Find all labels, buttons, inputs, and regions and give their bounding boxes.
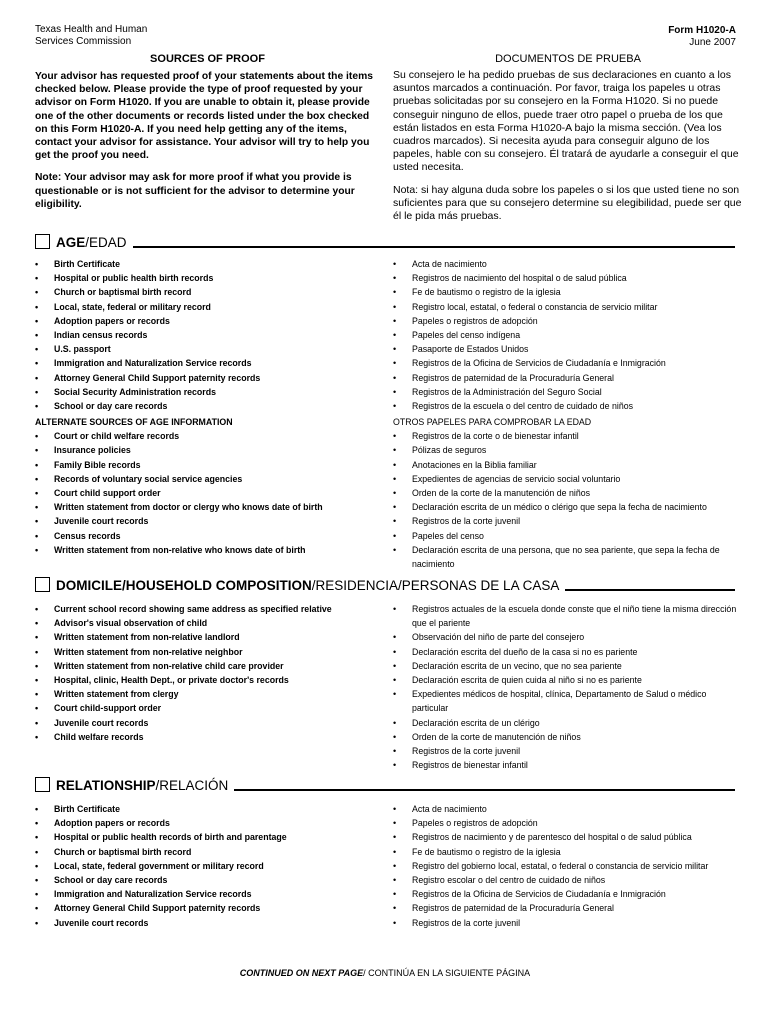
list-item: • School or day care records [35,399,380,413]
list-item: • Adoption papers or records [35,314,380,328]
list-item: • Declaración escrita del dueño de la casa si no es pariente [393,645,743,659]
list-item: • Orden de la corte de manutención de niños [393,730,743,744]
list-item: • Advisor's visual observation of child [35,616,380,630]
list-item: • Birth Certificate [35,257,380,271]
domicile-checkbox[interactable] [35,577,50,592]
list-item: • Pólizas de seguros [393,443,743,457]
relationship-checkbox[interactable] [35,777,50,792]
list-item: • Expedientes de agencias de servicio social voluntario [393,472,743,486]
list-item: • Registros de nacimiento del hospital o de salud pública [393,271,743,285]
list-item: • Current school record showing same address as specified relative [35,602,380,616]
list-item: • Hospital, clinic, Health Dept., or private doctor's records [35,673,380,687]
list-item: • Registros de nacimiento y de parentesco del hospital o de salud pública [393,830,743,844]
list-item: • Declaración escrita de quien cuida al niño si no es pariente [393,673,743,687]
section-divider [234,789,735,791]
section-relationship-title: RELATIONSHIP/RELACIÓN [56,778,229,793]
age-list-en [35,257,380,557]
list-item: • Registros de la Administración del Seguro Social [393,385,743,399]
list-item: • Written statement from non-relative child care provider [35,659,380,673]
list-item: • Child welfare records [35,730,380,744]
list-item: • Registros de paternidad de la Procuraduría General [393,901,743,915]
list-item: • Immigration and Naturalization Service records [35,356,380,370]
list-item: • U.S. passport [35,342,380,356]
footer-text-es: / CONTINÚA EN LA SIGUIENTE PÁGINA [363,968,531,978]
list-item: • Written statement from clergy [35,687,380,701]
list-item: • Expedientes médicos de hospital, clínica, Departamento de Salud o médico particular [393,687,743,715]
list-item: • Church or baptismal birth record [35,285,380,299]
list-item: • Records of voluntary social service agencies [35,472,380,486]
section-divider [565,589,735,591]
age-alt-title-en: ALTERNATE SOURCES OF AGE INFORMATION [35,417,233,428]
list-item: • Census records [35,529,380,543]
intro-paragraph-es: Su consejero le ha pedido pruebas de sus declaraciones en cuanto a los asuntos marcados a continuación. Por favor, traiga los papeles u otras pruebas solicitadas por su consejero en la Forma H1020. Si no puede conseguir ninguno de ellos, puede traer otro papel o prueba de los que están listados en esta Forma H1020-A bajo la misma sección. (Vea los cuadros marcados). Si necesita ayuda para conseguir alguno de los papeles, hable con su consejero. Él tratará de ayudarle a conseguir el que usted necesita. [393,69,739,174]
list-item: • Birth Certificate [35,802,380,816]
list-item: • Court or child welfare records [35,429,380,443]
list-item: • Acta de nacimiento [393,802,743,816]
list-item: • Indian census records [35,328,380,342]
section-domicile-title: DOMICILE/HOUSEHOLD COMPOSITION/RESIDENCIA/PERSONAS DE LA CASA [56,578,560,593]
list-item: • Juvenile court records [35,916,380,930]
section-age-header [35,231,735,251]
form-number: Form H1020-A [668,25,736,36]
list-item: • Local, state, federal government or military record [35,859,380,873]
intro-english [35,52,380,211]
list-item: • Registro escolar o del centro de cuidado de niños [393,873,743,887]
list-item: • Registros de la Oficina de Servicios de Ciudadanía e Inmigración [393,356,743,370]
list-item: • Declaración escrita de un médico o clérigo que sepa la fecha de nacimiento [393,500,743,514]
list-item: • Social Security Administration records [35,385,380,399]
list-item: • Acta de nacimiento [393,257,743,271]
list-item: • Written statement from non-relative who knows date of birth [35,543,380,557]
age-checkbox[interactable] [35,234,50,249]
list-item: • Registros de la corte o de bienestar infantil [393,429,743,443]
list-item: • Registros de la corte juvenil [393,744,743,758]
list-item: • Adoption papers or records [35,816,380,830]
list-item: • Written statement from non-relative neighbor [35,645,380,659]
continued-footer [0,968,770,978]
intro-note-es: Nota: si hay alguna duda sobre los papeles o si los que usted tiene no son suficientes para que su consejero determine su elegibilidad, puede ser que él le pida más pruebas. [393,183,742,223]
intro-title-es: DOCUMENTOS DE PRUEBA [495,53,641,65]
list-item: • Hospital or public health birth records [35,271,380,285]
list-item: • Papeles del censo [393,529,743,543]
list-item: • Registro local, estatal, o federal o constancia de servicio militar [393,300,743,314]
list-item: • Registros de la Oficina de Servicios de Ciudadanía e Inmigración [393,887,743,901]
list-item: • Registros de la corte juvenil [393,514,743,528]
list-item: • Registros de paternidad de la Procuraduría General [393,371,743,385]
footer-text-en: CONTINUED ON NEXT PAGE [239,968,364,978]
list-item: • Church or baptismal birth record [35,845,380,859]
list-item: • Papeles o registros de adopción [393,816,743,830]
list-item: • Pasaporte de Estados Unidos [393,342,743,356]
list-item: • Registros de la escuela o del centro de cuidado de niños [393,399,743,413]
intro-spanish [393,52,743,223]
list-item: • Declaración escrita de una persona, que no sea pariente, que sepa la fecha de nacimiento [393,543,743,571]
list-item: • Family Bible records [35,458,380,472]
list-item: • Written statement from doctor or clergy who knows date of birth [35,500,380,514]
list-item: • Anotaciones en la Biblia familiar [393,458,743,472]
list-item: • Fe de bautismo o registro de la iglesia [393,845,743,859]
list-item: • Hospital or public health records of birth and parentage [35,830,380,844]
list-item: • Court child support order [35,486,380,500]
section-age-title: AGE/EDAD [56,235,127,250]
intro-paragraph-en: Your advisor has requested proof of your statements about the items checked below. Please provide the type of proof requested by your advisor on Form H1020. If you are unable to obtain it, please provide one of the other documents or records listed under the box checked on this Form H1020-A. If you need help getting any of the items, contact your advisor for assistance. Your advisor will try to help you get the proof you need. [35,71,373,162]
intro-title-en: SOURCES OF PROOF [150,53,265,65]
list-item: • Immigration and Naturalization Service records [35,887,380,901]
list-item: • Juvenile court records [35,716,380,730]
list-item: • Written statement from non-relative landlord [35,630,380,644]
list-item: • Declaración escrita de un vecino, que no sea pariente [393,659,743,673]
list-item: • Registro del gobierno local, estatal, o federal o constancia de servicio militar [393,859,743,873]
section-relationship-header [35,774,735,794]
intro-note-en: Note: Your advisor may ask for more proof if what you provide is questionable or is not sufficient for the advisor to determine your eligibility. [35,172,355,210]
list-item: • School or day care records [35,873,380,887]
list-item: • Declaración escrita de un clérigo [393,716,743,730]
domicile-list-es [393,602,743,772]
list-item: • Juvenile court records [35,514,380,528]
agency-name: Texas Health and Human Services Commission [35,24,148,47]
list-item: • Attorney General Child Support paternity records [35,371,380,385]
list-item: • Attorney General Child Support paternity records [35,901,380,915]
list-item: • Insurance policies [35,443,380,457]
list-item: • Fe de bautismo o registro de la iglesia [393,285,743,299]
list-item: • Registros de la corte juvenil [393,916,743,930]
domicile-list-en [35,602,380,744]
list-item: • Orden de la corte de la manutención de niños [393,486,743,500]
list-item: • Local, state, federal or military record [35,300,380,314]
section-domicile-header [35,574,735,594]
form-date: June 2007 [689,37,736,48]
age-alt-title-es: OTROS PAPELES PARA COMPROBAR LA EDAD [393,417,592,428]
relationship-list-es [393,802,743,930]
section-divider [133,246,735,248]
list-item: • Registros de bienestar infantil [393,758,743,772]
list-item: • Court child-support order [35,701,380,715]
list-item: • Observación del niño de parte del consejero [393,630,743,644]
relationship-list-en [35,802,380,930]
age-list-es [393,257,743,571]
list-item: • Papeles del censo indígena [393,328,743,342]
list-item: • Papeles o registros de adopción [393,314,743,328]
list-item: • Registros actuales de la escuela donde conste que el niño tiene la misma dirección que el pariente [393,602,743,630]
